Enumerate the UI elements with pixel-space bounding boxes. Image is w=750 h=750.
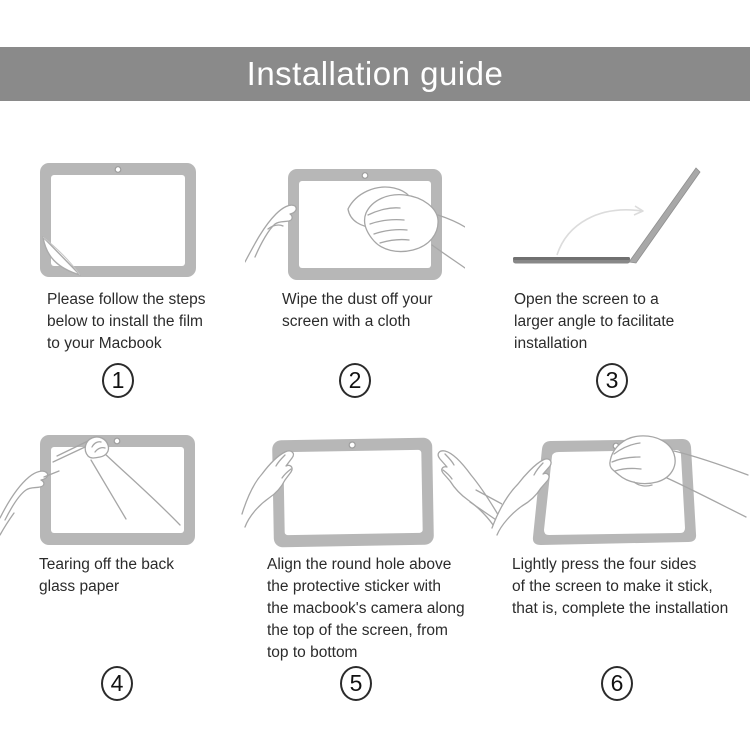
step-6-caption: Lightly press the four sides of the screen to make it stick, that is, complete the installation: [512, 556, 729, 617]
wipe-screen-with-cloth-illustration: [245, 158, 465, 293]
step-5-caption: Align the round hole above the protective sticker with the macbook's camera along the top of the screen, from top to bottom: [267, 556, 465, 661]
step-2-caption: Wipe the dust off your screen with a cloth: [282, 291, 433, 330]
open-laptop-angle-illustration: [505, 162, 725, 290]
header-banner: [0, 47, 750, 101]
step-4-number-badge: 4: [101, 666, 133, 701]
page-title: Installation guide: [246, 55, 504, 92]
step-6-number-badge: 6: [601, 666, 633, 701]
step-3-caption: Open the screen to a larger angle to facilitate installation: [514, 291, 675, 352]
press-four-sides-illustration: [490, 428, 750, 555]
step-1-caption: Please follow the steps below to install the film to your Macbook: [47, 291, 206, 352]
step-1-number-badge: 1: [102, 363, 134, 398]
tear-back-paper-illustration: [0, 425, 245, 555]
step-2-number-badge: 2: [339, 363, 371, 398]
step-4-caption: Tearing off the back glass paper: [39, 556, 174, 595]
macbook-film-peel-illustration: [40, 163, 196, 279]
align-film-camera-illustration: [240, 428, 502, 555]
step-3-number-badge: 3: [596, 363, 628, 398]
step-5-number-badge: 5: [340, 666, 372, 701]
